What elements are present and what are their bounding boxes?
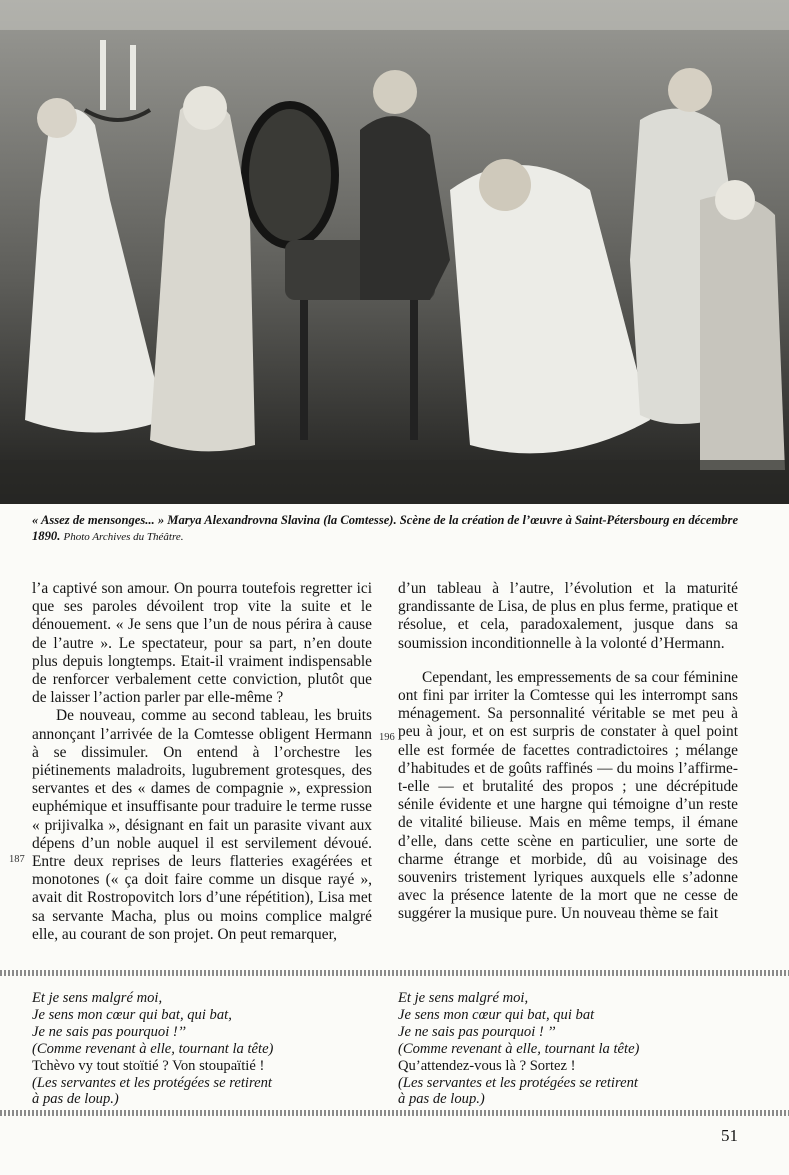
caption-credit: Photo Archives du Théâtre. [63,531,184,543]
margin-number-left: 187 [9,854,25,865]
left-paragraph: l’a captivé son amour. On pourra toutefois regretter ici que ses paroles dévoilent trop vite la suite et le dénouement. « Je sens que l’un de nous périra à cause de l’autre ». Le spectateur, pour sa part, n’en doute plus depuis longtemps. Etait-il vraiment indispensable de renforcer verbalement cette conviction, plutôt que de laisser l’action parler par elle-même ? [32,580,372,707]
lyric-line: Et je sens malgré moi, [32,990,163,1006]
photo-caption [32,512,762,545]
divider-band-bottom [0,1110,789,1116]
right-paragraph: Cependant, les empressements de sa cour féminine ont fini par irriter la Comtesse qui les interrompt sans ménagement. Sa personnalité véritable se met peu à peu à jour, et on est surpris de constater à quel point elle est formée de facettes contradictoires ; mélange d’habitudes et de goûts raffinés — du moins l’affirme-t-elle — et brutalité des propos ; une décrépitude sénile évidente et une hargne qui témoigne d’un reste de vitalité bilieuse. Mais en même temps, il émane d’elle, dans cette scène en particulier, une sorte de charme étrange et morbide, dû au voisinage des souvenirs tristement lyriques auxquels elle s’adonne avec la présence latente de la mort que ne cesse de suggérer la musique pure. Un nouveau thème se fait [398,668,738,923]
lyrics-left [32,990,273,1108]
margin-number-right: 196 [379,732,395,743]
lyrics-right [398,990,639,1108]
right-paragraph: d’un tableau à l’autre, l’évolution et la maturité grandissante de Lisa, de plus en plus ferme, pratique et résolue, et cela, paradoxalement, jusque dans sa soumission inconditionnelle à la volonté d’Hermann. [398,580,738,652]
lyric-line: Et je sens malgré moi, [398,990,529,1006]
lyric-line: Qu’attendez-vous là ? Sortez ! [398,1057,576,1074]
lyric-line: Je sens mon cœur qui bat, qui bat, [32,1006,232,1023]
right-column [398,580,738,924]
lyric-line: à pas de loup.) [398,1091,485,1108]
caption-main: « Assez de mensonges... » Marya Alexandrovna Slavina (la Comtesse). Scène de la création de l’œuvre à Saint-Pétersbourg en décembre 1890. [32,513,739,543]
page-number: 51 [721,1126,738,1145]
photo-illustration [0,0,789,504]
lyric-line: Je sens mon cœur qui bat, qui bat [398,1006,595,1023]
lyric-line: (Comme revenant à elle, tournant la tête) [398,1040,640,1057]
left-column [32,580,372,944]
lyric-line: (Comme revenant à elle, tournant la tête) [32,1040,274,1057]
lyric-line: Tchèvo vy tout stoïtié ? Von stoupaïtié ! [32,1057,265,1074]
lyric-line: Je ne sais pas pourquoi ! ’’ [398,1023,556,1040]
divider-band-top [0,970,789,976]
lyric-line: Je ne sais pas pourquoi !’’ [32,1023,186,1040]
theatre-scene-photo [0,0,789,504]
lyric-line: (Les servantes et les protégées se retirent [32,1074,272,1091]
left-paragraph: De nouveau, comme au second tableau, les bruits annonçant l’arrivée de la Comtesse obligent Hermann à se dissimuler. On entend à l’orchestre les piétinements maladroits, lugubrement grotesques, des servantes et des « dames de compagnie », expression euphémique et insuffisante pour traduire le terme russe « prijivalka », désignant en fait un parasite vivant aux dépens d’un noble auquel il est servilement dévoué. Entre deux reprises de leurs flatteries exagérées et monotones (« ça doit faire comme un disque rayé », avait dit Rostropovitch lors d’une répétition), Lisa met sa servante Macha, plus ou moins complice malgré elle, au courant de son projet. On peut remarquer, [32,707,372,943]
lyric-line: à pas de loup.) [32,1091,119,1108]
lyric-line: (Les servantes et les protégées se retirent [398,1074,638,1091]
